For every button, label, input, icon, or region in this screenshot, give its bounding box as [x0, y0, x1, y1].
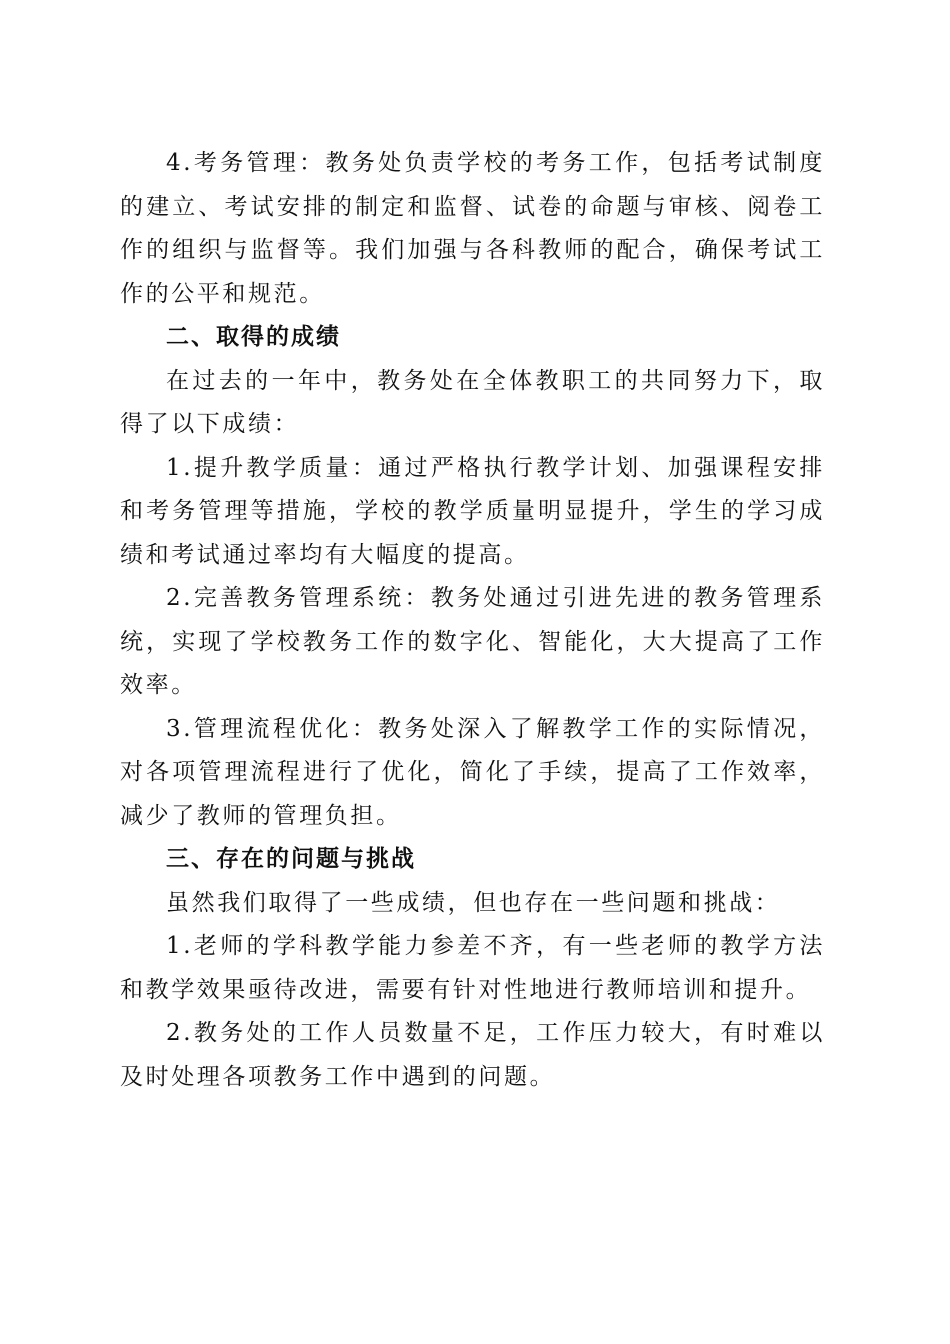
paragraph-exam-management: 4.考务管理：教务处负责学校的考务工作，包括考试制度的建立、考试安排的制定和监督、试卷的命题与审核、阅卷工作的组织与监督等。我们加强与各科教师的配合，确保考试工作的公平和规范。 [120, 150, 825, 307]
paragraph-achievement-1: 1.提升教学质量：通过严格执行教学计划、加强课程安排和考务管理等措施，学校的教学质量明显提升，学生的学习成绩和考试通过率均有大幅度的提高。 [120, 454, 825, 568]
paragraph-achievement-2: 2.完善教务管理系统：教务处通过引进先进的教务管理系统，实现了学校教务工作的数字化、智能化，大大提高了工作效率。 [120, 585, 825, 698]
paragraph-problem-2: 2.教务处的工作人员数量不足，工作压力较大，有时难以及时处理各项教务工作中遇到的问题。 [120, 1020, 825, 1090]
paragraph-problems-intro: 虽然我们取得了一些成绩，但也存在一些问题和挑战： [166, 889, 781, 916]
paragraph-achievement-3: 3.管理流程优化：教务处深入了解教学工作的实际情况，对各项管理流程进行了优化，简化了手续，提高了工作效率，减少了教师的管理负担。 [120, 715, 825, 829]
paragraph-achievements-intro: 在过去的一年中，教务处在全体教职工的共同努力下，取得了以下成绩： [120, 367, 825, 437]
section-heading-achievements: 二、取得的成绩 [166, 324, 341, 350]
paragraph-problem-1: 1.老师的学科教学能力参差不齐，有一些老师的教学方法和教学效果亟待改进，需要有针对性地进行教师培训和提升。 [120, 933, 825, 1003]
document-body [120, 142, 825, 1099]
section-heading-problems: 三、存在的问题与挑战 [166, 846, 416, 872]
